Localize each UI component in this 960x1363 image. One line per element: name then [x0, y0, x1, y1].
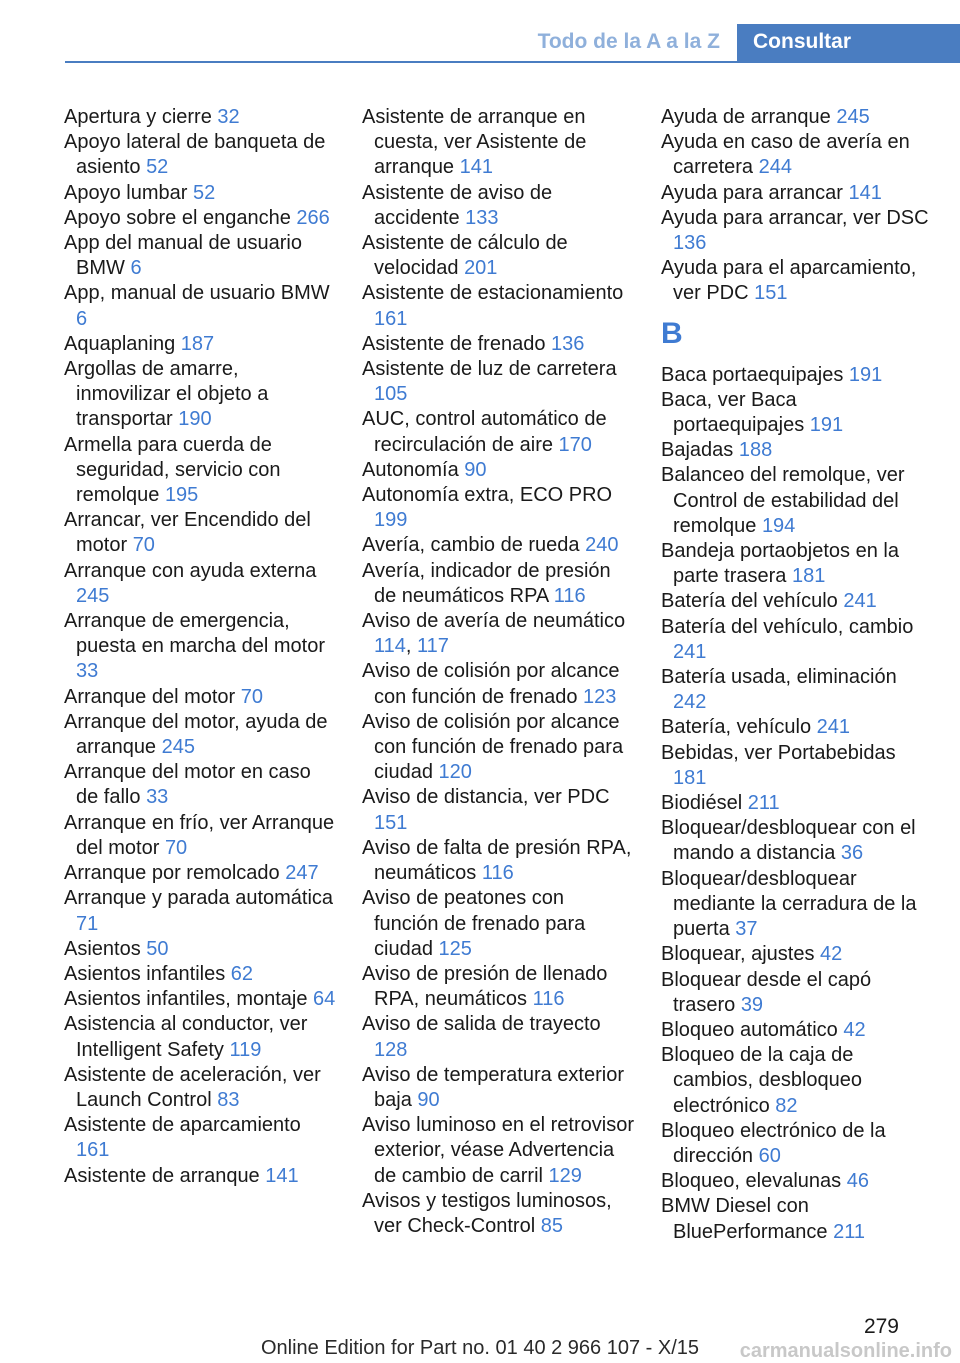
entry-text: Arranque y parada automática [64, 887, 334, 910]
index-entry [64, 508, 336, 558]
page-link[interactable]: 161 [76, 1139, 110, 1162]
entry-text: Aviso de peatones con función de frenado para ciudad [362, 887, 586, 960]
page-link[interactable]: 170 [558, 433, 592, 456]
index-entry [64, 811, 336, 861]
index-entry [64, 1164, 336, 1189]
entry-text: Avisos y testigos luminosos, ver Check-Control [362, 1189, 612, 1237]
index-entry [64, 685, 336, 710]
page-link[interactable]: 82 [775, 1094, 798, 1117]
index-entry [64, 181, 336, 206]
index-entry [362, 609, 634, 659]
page-link[interactable]: 39 [740, 993, 764, 1016]
page-link[interactable]: 151 [754, 282, 788, 305]
entry-text: Bloqueo automático [661, 1018, 844, 1041]
page-link[interactable]: 194 [761, 514, 796, 537]
page-separator: , [405, 635, 418, 658]
index-entry [64, 105, 336, 130]
page-link[interactable]: 36 [840, 842, 864, 865]
index-entry [64, 231, 336, 281]
page-link[interactable]: 211 [833, 1220, 865, 1243]
page-link[interactable]: 128 [374, 1038, 408, 1061]
page-link[interactable]: 245 [76, 584, 110, 607]
entry-text: Bloquear desde el capó trasero [661, 968, 872, 1016]
entry-text: Autonomía [362, 458, 465, 481]
entry-text: Avería, cambio de rueda [362, 534, 586, 557]
index-entry [661, 388, 933, 438]
index-entry [661, 363, 933, 388]
index-entry [661, 1119, 933, 1169]
entry-text: Asientos infantiles, montaje [64, 988, 314, 1011]
entry-text: Bajadas [661, 439, 739, 462]
entry-text: AUC, control automático de recirculación de aire [362, 408, 607, 456]
page-link[interactable]: 60 [758, 1144, 781, 1167]
entry-text: Aviso de colisión por alcance con función de frenado para ciudad [362, 710, 624, 784]
entry-text: App del manual de usuario BMW [64, 232, 302, 280]
index-entry [64, 987, 336, 1012]
page-link[interactable]: 141 [848, 181, 882, 204]
page-link[interactable]: 190 [178, 408, 212, 431]
entry-text: Aviso de avería de neumático [362, 610, 626, 633]
page-link[interactable]: 191 [848, 363, 883, 386]
page-link[interactable]: 6 [76, 307, 88, 330]
page-link[interactable]: 37 [735, 918, 758, 941]
page-link[interactable]: 241 [843, 590, 877, 613]
page-link[interactable]: 195 [164, 484, 199, 507]
index-entry [64, 433, 336, 509]
index-entry [661, 867, 933, 943]
index-entry [64, 1113, 336, 1163]
entry-text: Batería, vehículo [661, 716, 817, 739]
index-entry [661, 968, 933, 1018]
index-entry [362, 886, 634, 962]
entry-text: Bebidas, ver Portabebidas [661, 741, 896, 764]
footer-edition: Online Edition for Part no. 01 40 2 966 107 - X/15 [260, 1337, 700, 1359]
entry-text: BMW Diesel con BluePerformance [661, 1195, 834, 1243]
header-section-title: Todo de la A a la Z [537, 30, 720, 53]
index-entry [362, 962, 634, 1012]
entry-text: Bloqueo, elevalunas [661, 1170, 847, 1193]
index-entry [362, 1063, 634, 1113]
entry-text: Asientos infantiles [64, 962, 231, 985]
entry-text: Arranque en frío, ver Arranque del motor [64, 811, 335, 859]
page-link[interactable]: 129 [548, 1164, 582, 1187]
entry-text: Arranque por remolcado [64, 862, 286, 885]
entry-text: Asistente de frenado [362, 332, 552, 355]
page-link[interactable]: 125 [438, 937, 472, 960]
index-entry [64, 760, 336, 810]
page-link[interactable]: 105 [374, 383, 408, 406]
page-link[interactable]: 141 [459, 156, 493, 179]
page-link[interactable]: 244 [758, 156, 792, 179]
index-entry [362, 533, 634, 558]
entry-text: Balanceo del remolque, ver Control de estabilidad del remolque [661, 464, 905, 537]
entry-text: Ayuda en caso de avería en carretera [661, 131, 910, 179]
page-link[interactable]: 116 [553, 584, 586, 607]
index-entry [661, 1043, 933, 1119]
index-entry [362, 1012, 634, 1062]
page-link[interactable]: 151 [374, 811, 408, 834]
header-tab-consultar[interactable]: Consultar [737, 24, 960, 63]
entry-text: Apoyo lumbar [64, 181, 193, 204]
page-link[interactable]: 187 [180, 332, 215, 355]
index-entry [661, 206, 933, 256]
entry-text: Asientos [64, 937, 147, 960]
entry-text: Apertura y cierre [64, 106, 218, 128]
entry-text: Asistente de aceleración, ver Launch Control [64, 1063, 321, 1111]
entry-text: Aviso de temperatura exterior baja [362, 1063, 624, 1111]
index-entry [661, 665, 933, 715]
entry-text: Baca portaequipajes [661, 363, 849, 386]
index-entry [362, 407, 634, 457]
page-link[interactable]: 247 [285, 862, 319, 885]
entry-text: Arranque del motor [64, 685, 241, 708]
entry-text: Bloquear/desbloquear mediante la cerradura de la puerta [661, 867, 917, 941]
entry-text: Bloquear/desbloquear con el mando a distancia [661, 817, 916, 865]
page-link[interactable]: 245 [836, 106, 870, 128]
index-entry [661, 615, 933, 665]
index-entry [64, 281, 336, 331]
entry-text: Asistente de arranque en cuesta, ver Asistente de arranque [362, 106, 587, 179]
page-link[interactable]: 181 [791, 565, 826, 588]
page-link[interactable]: 120 [438, 761, 472, 784]
entry-text: Batería del vehículo [661, 590, 844, 613]
entry-text: Biodiésel [661, 792, 748, 815]
page-link[interactable]: 181 [673, 766, 707, 789]
page-number: 279 [863, 1315, 899, 1338]
entry-text: Asistente de arranque [64, 1164, 266, 1187]
entry-text: Asistente de estacionamiento [362, 282, 624, 305]
entry-text: Aviso luminoso en el retrovisor exterior, véase Advertencia de cambio de carril [362, 1114, 634, 1187]
index-entry [362, 710, 634, 786]
index-entry [661, 256, 933, 306]
index-entry [64, 206, 336, 231]
index-entry [64, 357, 336, 433]
index-entry [362, 483, 634, 533]
page-link[interactable]: 191 [809, 414, 844, 437]
page-link[interactable]: 116 [532, 988, 565, 1011]
index-entry [661, 539, 933, 589]
index-entry [64, 609, 336, 685]
entry-text: Arranque del motor en caso de fallo [64, 761, 311, 809]
entry-text: Aviso de presión de llenado RPA, neumáticos [362, 962, 608, 1011]
page-link[interactable]: 114 [374, 635, 406, 658]
page-link[interactable]: 70 [164, 836, 188, 859]
page-link[interactable]: 242 [673, 691, 707, 714]
entry-text: Aviso de colisión por alcance con función de frenado [362, 660, 620, 708]
entry-text: Asistencia al conductor, ver Intelligent Safety [64, 1013, 308, 1061]
index-entry [362, 332, 634, 357]
entry-text: Batería del vehículo, cambio [661, 615, 914, 638]
page-link[interactable]: 188 [738, 439, 773, 462]
page-link[interactable]: 42 [843, 1018, 866, 1041]
index-entry [362, 1189, 634, 1239]
entry-text: Ayuda para arrancar [661, 181, 849, 204]
index-entry [64, 1012, 336, 1062]
index-entry [362, 357, 634, 407]
page-link[interactable]: 240 [585, 534, 619, 557]
entry-text: Baca, ver Baca portaequipajes [661, 388, 810, 437]
index-entry [661, 181, 933, 206]
index-entry [362, 458, 634, 483]
index-entry [64, 861, 336, 886]
index-entry [661, 791, 933, 816]
entry-text: Aviso de distancia, ver PDC [362, 786, 610, 809]
index-entry [362, 181, 634, 231]
page-link[interactable]: 46 [846, 1170, 869, 1193]
page-link[interactable]: 133 [465, 206, 499, 229]
page-link[interactable]: 64 [313, 988, 336, 1011]
section-letter-heading: B [661, 316, 683, 350]
index-entry [362, 559, 634, 609]
index-entry [64, 1063, 336, 1113]
index-entry [661, 105, 933, 130]
index-entry [64, 962, 336, 987]
entry-text: App, manual de usuario BMW [64, 282, 330, 305]
page-link[interactable]: 33 [76, 660, 99, 683]
index-entry [64, 710, 336, 760]
page-link[interactable]: 136 [673, 232, 707, 255]
entry-text: Asistente de aviso de accidente [362, 181, 553, 229]
page-link[interactable]: 42 [820, 943, 843, 966]
index-entry [64, 130, 336, 180]
index-entry [64, 332, 336, 357]
page-link[interactable]: 85 [540, 1214, 563, 1237]
index-entry [661, 130, 933, 180]
page-link[interactable]: 50 [146, 937, 169, 960]
index-entry [661, 816, 933, 866]
index-entry [64, 937, 336, 962]
entry-text: Bloqueo de la caja de cambios, desbloqueo electrónico [661, 1044, 863, 1117]
page-link[interactable]: 211 [747, 792, 780, 815]
page-link[interactable]: 71 [76, 912, 99, 935]
index-entry [661, 741, 933, 791]
page-link[interactable]: 201 [464, 257, 498, 280]
entry-text: Bloquear, ajustes [661, 943, 820, 966]
entry-text: Batería usada, eliminación [661, 666, 897, 689]
index-entry [362, 836, 634, 886]
page-link[interactable]: 52 [146, 156, 169, 179]
index-column-1 [64, 105, 336, 1189]
entry-text: Ayuda para el aparcamiento, ver PDC [661, 257, 917, 305]
entry-text: Aviso de salida de trayecto [362, 1013, 601, 1036]
entry-text: Armella para cuerda de seguridad, servicio con remolque [64, 433, 281, 507]
page-link[interactable]: 141 [265, 1164, 299, 1187]
watermark: carmanualsonline.info [739, 1340, 952, 1362]
page-link[interactable]: 6 [130, 257, 142, 280]
index-entry [362, 231, 634, 281]
index-entry [362, 659, 634, 709]
page-link[interactable]: 52 [192, 181, 216, 204]
index-entry [661, 715, 933, 740]
entry-text: Bandeja portaobjetos en la parte trasera [661, 540, 899, 588]
index-entry [64, 886, 336, 936]
page-link[interactable]: 245 [161, 736, 195, 759]
page-link[interactable]: 70 [240, 685, 264, 708]
page-link[interactable]: 83 [217, 1088, 240, 1111]
entry-text: Aquaplaning [64, 332, 181, 355]
page-link[interactable]: 33 [146, 786, 169, 809]
entry-text: Ayuda de arranque [661, 106, 837, 128]
entry-text: Argollas de amarre, inmovilizar el objeto a transportar [64, 358, 269, 431]
index-entry [661, 463, 933, 539]
page-link[interactable]: 90 [417, 1088, 440, 1111]
entry-text: Apoyo sobre el enganche [64, 206, 297, 229]
index-entry [661, 1169, 933, 1194]
index-entry [661, 942, 933, 967]
page-link[interactable]: 90 [464, 458, 487, 481]
entry-text: Asistente de luz de carretera [362, 358, 617, 381]
page-link[interactable]: 199 [374, 509, 408, 532]
page-link[interactable]: 119 [229, 1038, 262, 1061]
page-link[interactable]: 116 [481, 862, 514, 885]
entry-text: Bloqueo electrónico de la dirección [661, 1119, 886, 1167]
page-link[interactable]: 266 [296, 206, 330, 229]
index-entry [661, 438, 933, 463]
index-entry [362, 785, 634, 835]
page-link[interactable]: 70 [132, 534, 155, 557]
entry-text: Asistente de cálculo de velocidad [362, 232, 568, 280]
index-column-3 [661, 105, 933, 1245]
entry-text: Avería, indicador de presión de neumáticos RPA [362, 559, 611, 607]
page-link[interactable]: 123 [583, 685, 617, 708]
entry-text: Autonomía extra, ECO PRO [362, 484, 613, 507]
entry-text: Ayuda para arrancar, ver DSC [661, 206, 929, 229]
index-entry [661, 1194, 933, 1244]
index-entry [64, 559, 336, 609]
index-entry [661, 1018, 933, 1043]
index-entry [362, 105, 634, 181]
entry-text: Arranque de emergencia, puesta en marcha del motor [64, 610, 326, 658]
page-link[interactable]: 62 [230, 962, 254, 985]
page-link[interactable]: 241 [673, 640, 707, 663]
page-link[interactable]: 32 [217, 106, 240, 128]
page-link[interactable]: 117 [417, 635, 449, 658]
entry-text: Arranque con ayuda externa [64, 559, 317, 582]
page-link[interactable]: 161 [374, 307, 408, 330]
index-entry [661, 589, 933, 614]
page-link[interactable]: 241 [816, 716, 851, 739]
entry-text: Arrancar, ver Encendido del motor [64, 509, 311, 557]
index-entry [362, 281, 634, 331]
entry-text: Apoyo lateral de banqueta de asiento [64, 131, 326, 179]
entry-text: Arranque del motor, ayuda de arranque [64, 710, 328, 759]
page-link[interactable]: 136 [551, 332, 585, 355]
entry-text: Asistente de aparcamiento [64, 1114, 301, 1137]
index-column-2 [362, 105, 634, 1239]
entry-text: Aviso de falta de presión RPA, neumáticos [362, 836, 632, 885]
index-entry [362, 1113, 634, 1189]
